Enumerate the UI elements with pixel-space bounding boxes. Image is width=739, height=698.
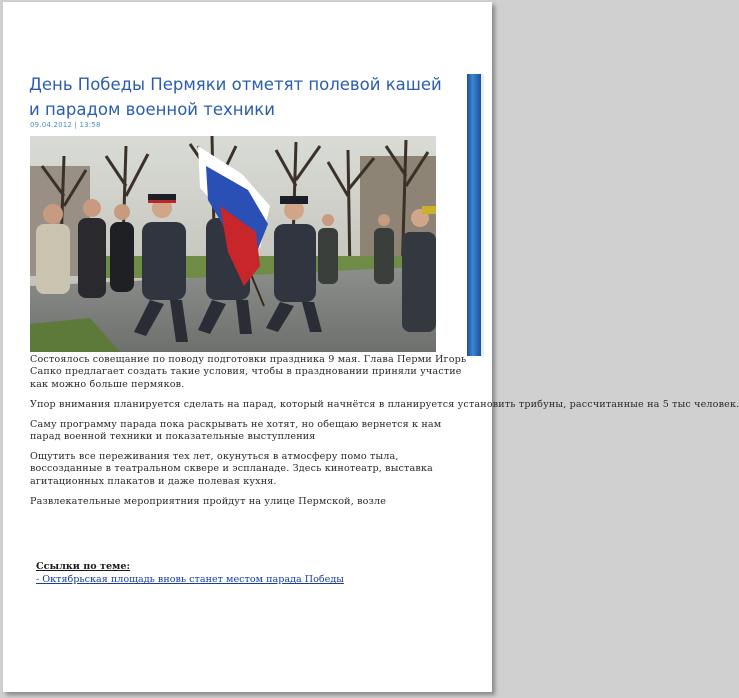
article-paragraph: Саму программу парада пока раскрывать не хотят, но обещаю вернется к нам парад военной техники и показательные выступления [30,418,442,443]
related-links-heading: Ссылки по теме: [36,561,131,572]
document-page [3,2,739,692]
sidebar-accent-bar [467,74,481,356]
article-body [30,354,739,516]
article-title: День Победы Пермяки отметят полевой кашей и парадом военной техники [29,75,442,119]
article-paragraph: Упор внимания планируется сделать на парад, который начнётся в планируется установить трибуны, рассчитанные на 5 тыс человек. [30,398,739,410]
article-paragraph: Развлекательные мероприятния пройдут на улице Пермской, возле [30,495,387,507]
article-paragraph: Состоялось совещание по поводу подготовки праздника 9 мая. Глава Перми Игорь Сапко предлагает создать такие условия, чтобы в праздновании приняли участие как можно больше пермяков. [30,354,467,390]
related-link[interactable]: - Октябрьская площадь вновь станет местом парада Победы [36,574,344,585]
article-photo [30,136,436,352]
article-paragraph: Ощутить все переживания тех лет, окунуться в атмосферу помо тыла, воссозданные в театральном сквере и эспланаде. Здесь кинотеатр, выставка агитационных плакатов и даже полевая кухня. [30,450,433,487]
article-date: 09.04.2012 | 13:58 [30,121,101,129]
